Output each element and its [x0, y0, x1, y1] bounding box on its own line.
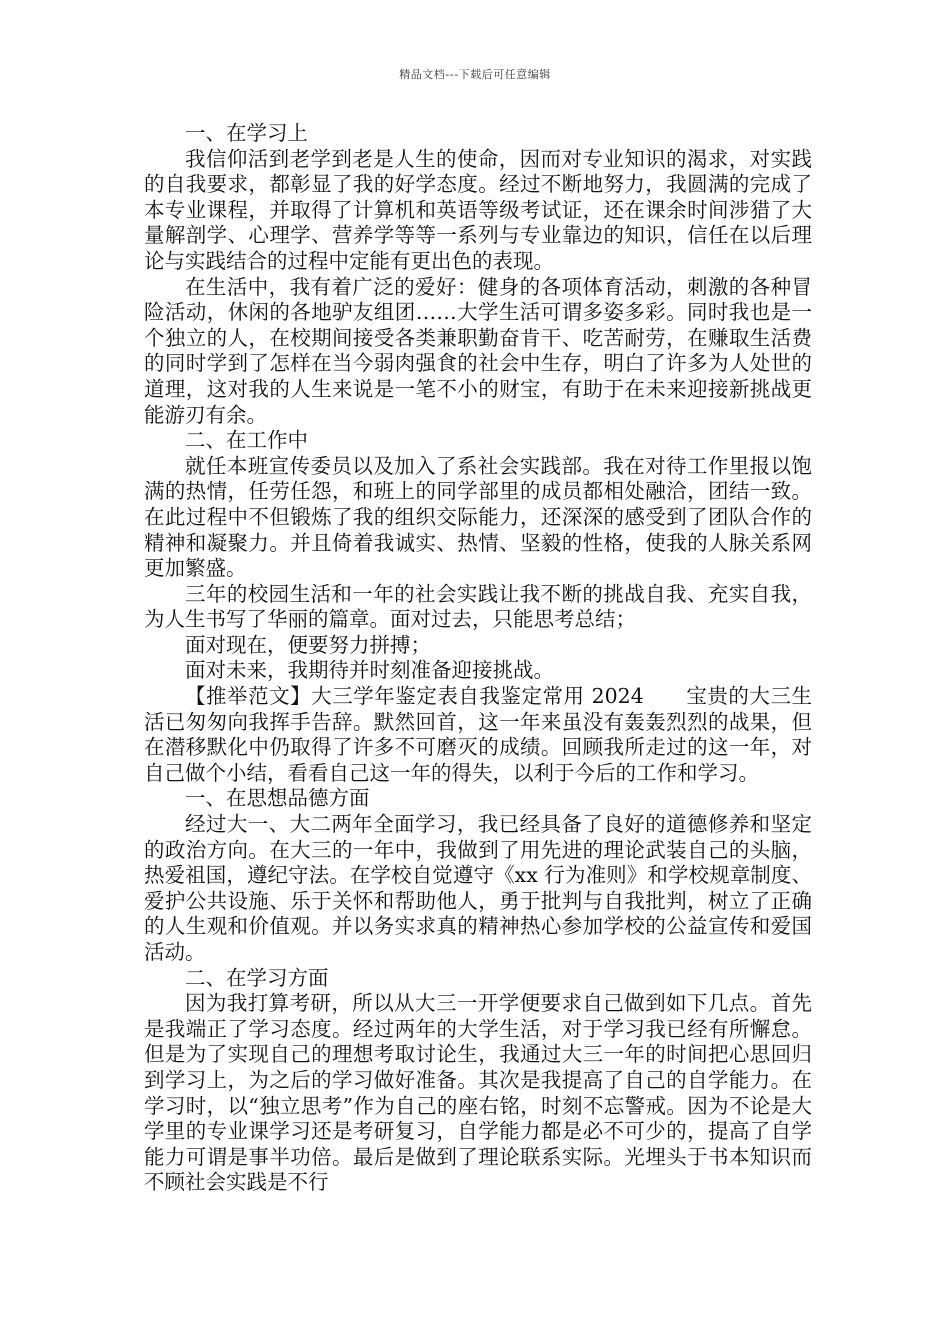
section-heading-morality: 一、在思想品德方面	[185, 786, 370, 811]
paragraph-present: 面对现在，便要努力拼搏；	[185, 632, 431, 657]
paragraph-morality: 经过大一、大二两年全面学习，我已经具备了良好的道德修养和坚定的政治方向。在大三的一年中，我做到了用先进的理论武装自己的头脑，热爱祖国，遵纪守法。在学校自觉遵守《xx 行为准则》和学校规章制度、爱护公共设施、乐于关怀和帮助他人，勇于批判与自我批判，树立了正确的人生观和价值观。并以务实求真的精神热心参加学校的公益宣传和爱国活动。	[144, 812, 812, 964]
paragraph-summary: 三年的校园生活和一年的社会实践让我不断的挑战自我、充实自我，为人生书写了华丽的篇章。面对过去，只能思考总结；	[144, 581, 812, 632]
paragraph-future: 面对未来，我期待并时刻准备迎接挑战。	[185, 658, 554, 683]
section-heading-work: 二、在工作中	[185, 428, 308, 453]
paragraph-life: 在生活中，我有着广泛的爱好：健身的各项体育活动，刺激的各种冒险活动，休闲的各地驴友组团……大学生活可谓多姿多彩。同时我也是一个独立的人，在校期间接受各类兼职勤奋肯干、吃苦耐劳，在赚取生活费的同时学到了怎样在当今弱肉强食的社会中生存，明白了许多为人处世的道理，这对我的人生来说是一笔不小的财宝，有助于在未来迎接新挑战更能游刃有余。	[144, 274, 812, 427]
paragraph-recommended-sample: 【推举范文】大三学年鉴定表自我鉴定常用 2024 宝贵的大三生活已匆匆向我挥手告辞。默然回首，这一年来虽没有轰轰烈烈的战果，但在潜移默化中仍取得了许多不可磨灭的成绩。回顾我所走过的这一年，对自己做个小结，看看自己这一年的得失，以利于今后的工作和学习。	[144, 684, 812, 785]
section-heading-learning: 二、在学习方面	[185, 965, 329, 990]
section-heading-study: 一、在学习上	[185, 121, 308, 145]
page-header-note: 精品文档---下载后可任意编辑	[399, 68, 551, 81]
document-body	[144, 121, 812, 1196]
paragraph-study: 我信仰活到老学到老是人生的使命，因而对专业知识的渴求，对实践的自我要求，都彰显了我的好学态度。经过不断地努力，我圆满的完成了本专业课程，并取得了计算机和英语等级考试证，还在课余时间涉猎了大量解剖学、心理学、营养学等等一系列与专业靠边的知识，信任在以后理论与实践结合的过程中定能有更出色的表现。	[144, 146, 812, 273]
paragraph-work: 就任本班宣传委员以及加入了系社会实践部。我在对待工作里报以饱满的热情，任劳任怨，和班上的同学部里的成员都相处融洽，团结一致。在此过程中不但锻炼了我的组织交际能力，还深深的感受到了团队合作的精神和凝聚力。并且倚着我诚实、热情、坚毅的性格，使我的人脉关系网更加繁盛。	[144, 453, 812, 581]
paragraph-learning: 因为我打算考研，所以从大三一开学便要求自己做到如下几点。首先是我端正了学习态度。经过两年的大学生活，对于学习我已经有所懈怠。但是为了实现自己的理想考取讨论生，我通过大三一年的时间把心思回归到学习上，为之后的学习做好准备。其次是我提高了自己的自学能力。在学习时，以“独立思考”作为自己的座右铭，时刻不忘警戒。因为不论是大学里的专业课学习还是考研复习，自学能力都是必不可少的，提高了自学能力可谓是事半功倍。最后是做到了理论联系实际。光埋头于书本知识而不顾社会实践是不行	[144, 991, 812, 1195]
